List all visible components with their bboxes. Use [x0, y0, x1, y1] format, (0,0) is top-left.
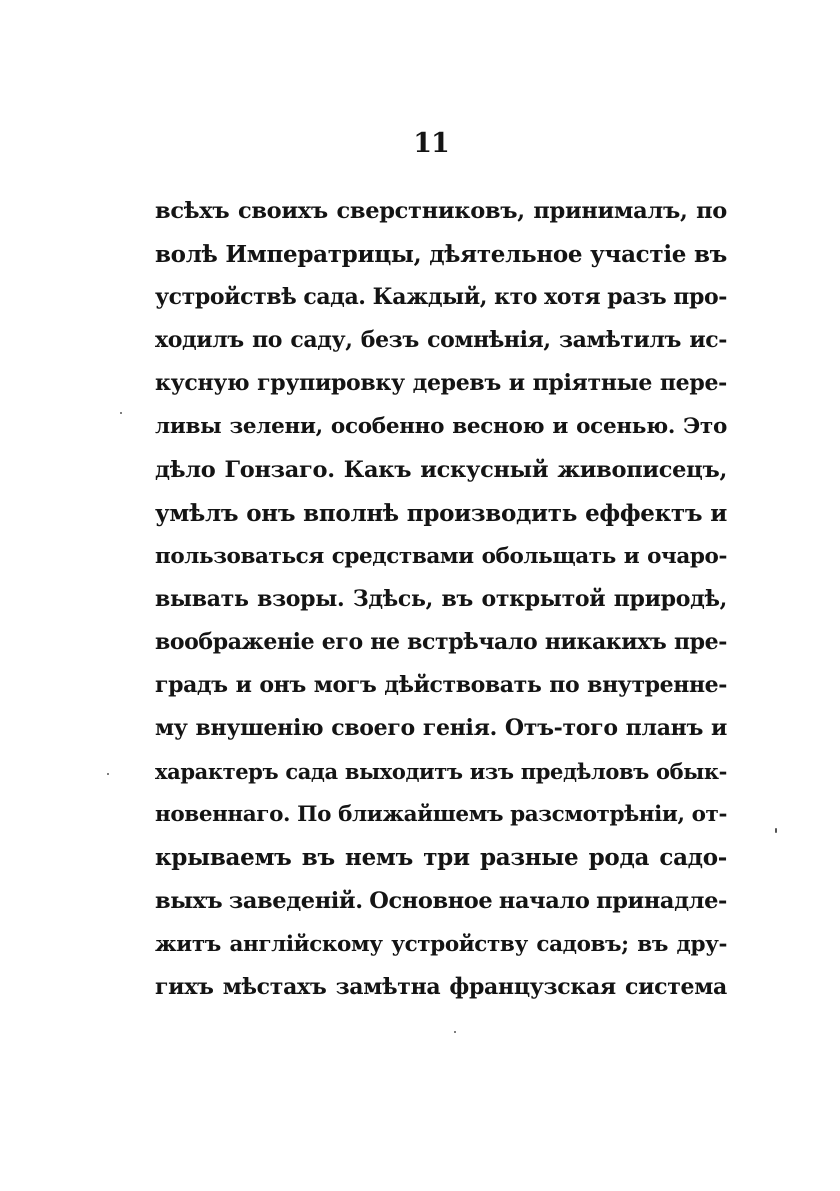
text-line: кусную групировку деревъ и пріятные пере-	[155, 370, 727, 397]
text-line: градъ и онъ могъ дѣйствовать по внутренне-	[155, 672, 727, 699]
text-line: всѣхъ своихъ сверстниковъ, принималъ, по	[155, 198, 727, 224]
text-line: му внушенію своего генія. Отъ-того планъ и	[155, 715, 727, 742]
text-line: волѣ Императрицы, дѣятельное участіе въ	[155, 241, 727, 269]
text-line: вывать взоры. Здѣсь, въ открытой природѣ,	[155, 585, 727, 612]
page-number: 11	[413, 128, 449, 159]
body-text	[155, 190, 727, 1009]
text-line: крываемъ въ немъ три разные рода садо-	[155, 844, 727, 872]
text-line: новеннаго. По ближайшемъ разсмотрѣніи, от-	[155, 802, 727, 828]
text-line: характеръ сада выходитъ изъ предѣловъ обык-	[155, 759, 727, 785]
text-line: выхъ заведеній. Основное начало принадле-	[155, 887, 727, 914]
text-line: воображеніе его не встрѣчало никакихъ пре-	[155, 628, 727, 655]
text-line: устройствѣ сада. Каждый, кто хотя разъ про-	[155, 284, 727, 311]
paper-speck	[107, 773, 109, 775]
text-line: дѣло Гонзаго. Какъ искусный живописецъ,	[155, 456, 727, 483]
text-line: ходилъ по саду, безъ сомнѣнія, замѣтилъ ис-	[155, 327, 727, 354]
text-line: ливы зелени, особенно весною и осенью. Это	[155, 414, 727, 440]
paper-speck	[775, 828, 777, 833]
text-line: житъ англійскому устройству садовъ; въ дру-	[155, 931, 727, 957]
text-line: умѣлъ онъ вполнѣ производить еффектъ и	[155, 499, 727, 527]
text-line: пользоваться средствами обольщать и очаро-	[155, 543, 727, 569]
paper-speck	[454, 1031, 456, 1033]
paper-speck	[120, 412, 122, 414]
text-line: гихъ мѣстахъ замѣтна французская система	[155, 973, 727, 1000]
